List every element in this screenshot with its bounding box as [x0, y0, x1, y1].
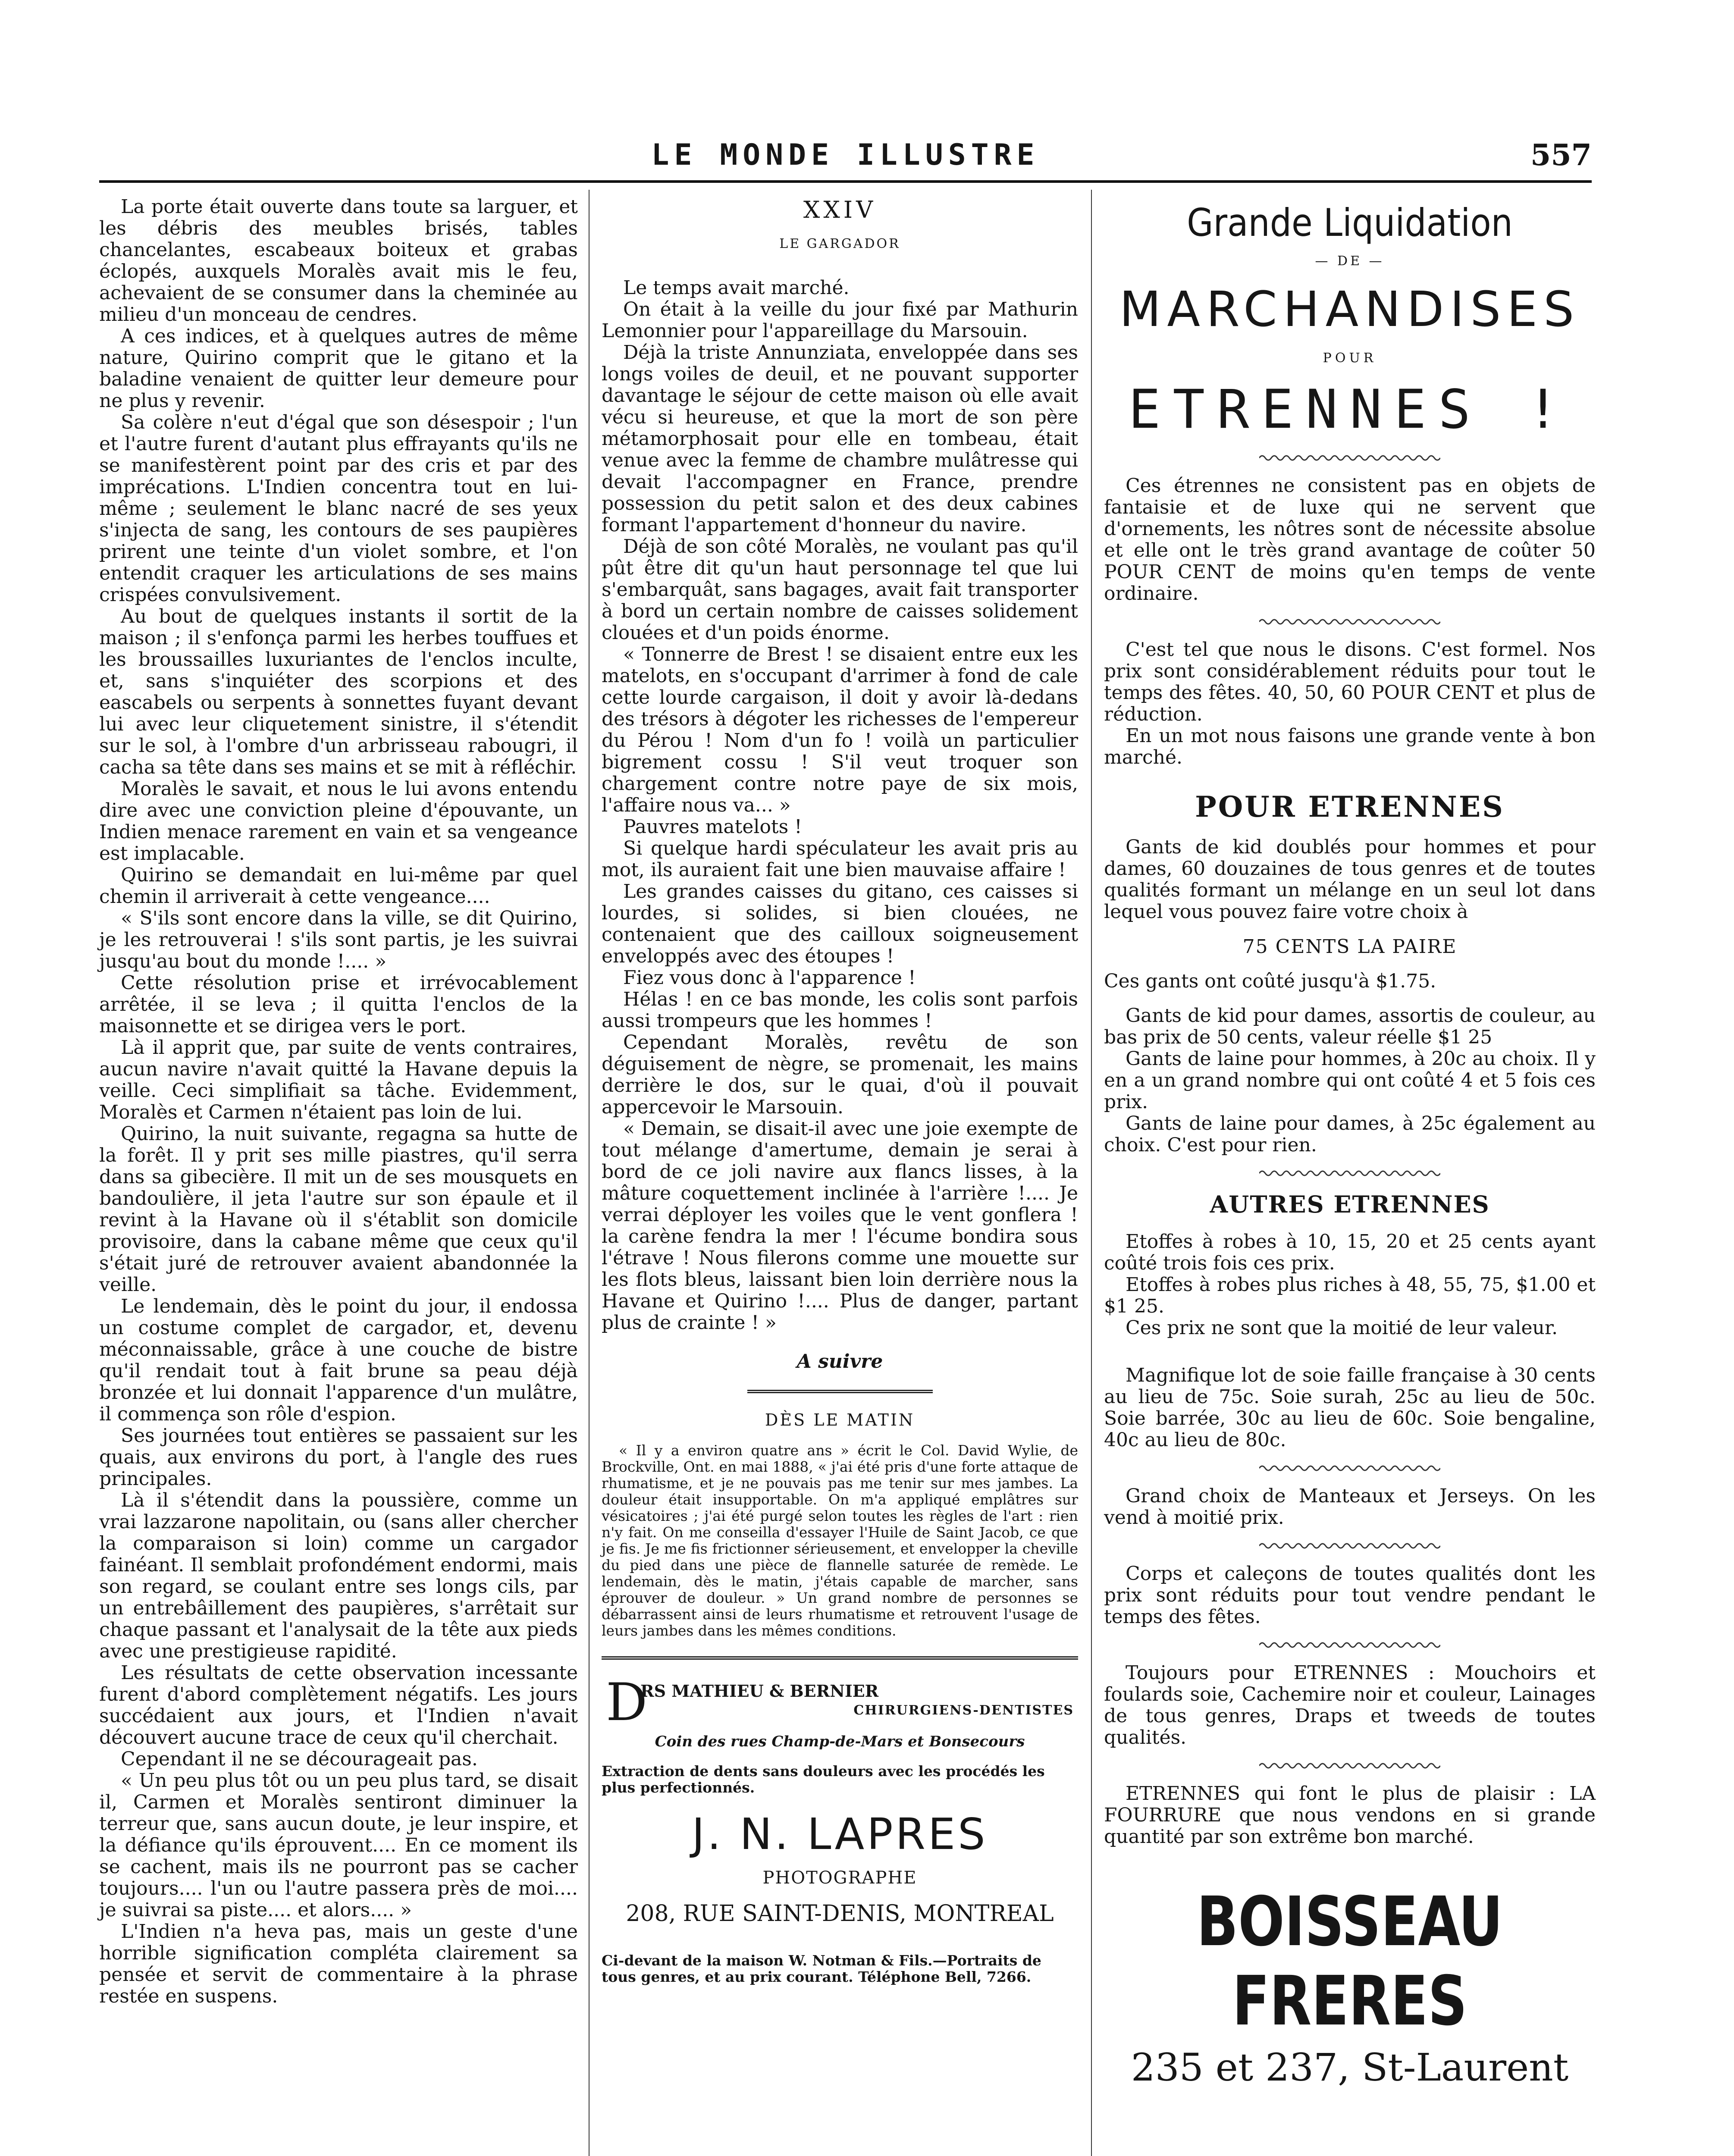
middle-paragraph: Hélas ! en ce bas monde, les colis sont parfois aussi trompeurs que les hommes ! [602, 988, 1078, 1032]
left-paragraph: La porte était ouverte dans toute sa larguer, et les débris des meubles brisés, tables chancelantes, escabeaux boiteux et grabas éclopés, auxquels Moralès avait mis le feu, achevaient de se consumer dans la cheminée au milieu d'un monceau de cendres. [99, 196, 578, 326]
to-be-continued: A suivre [796, 1351, 883, 1373]
wavy-divider [1259, 454, 1440, 462]
fabric-item: Etoffes à robes plus riches à 48, 55, 75, $1.00 et $1 25. [1104, 1274, 1596, 1317]
coats-offer: Grand choix de Manteaux et Jerseys. On les vend à moitié prix. [1104, 1485, 1596, 1529]
middle-paragraph: « Tonnerre de Brest ! se disaient entre eux les matelots, en s'occupant d'arrimer à fond de cale cette lourde cargaison, il doit y avoir là-dedans des trésors à dégoter les richesses de l'empereur du Pérou ! Nom d'un fo ! voilà un particulier bigrement cossu ! S'il veut troquer son chargement contre notre paye de six mois, l'affaire nous va... » [602, 643, 1078, 816]
ad-title-marchandises: MARCHANDISES [1119, 282, 1580, 338]
gloves-item: Ces gants ont coûté jusqu'à $1.75. [1104, 970, 1436, 992]
left-paragraph: « Un peu plus tôt ou un peu plus tard, se disait il, Carmen et Moralès sentiront diminuer la terreur que, sans aucun doute, je leur inspire, et la défiance qu'ils éprouvent.... En ce moment ils se cachent, mais ils ne pourront pas se cacher toujours.... l'un ou l'autre passera près de moi.... je suivrai sa piste.... et alors.... » [99, 1770, 578, 1921]
photographer-address: 208, RUE SAINT-DENIS, MONTREAL [626, 1901, 1054, 1927]
gloves-item: Gants de laine pour hommes, à 20c au choix. Il y en a un grand nombre qui ont coûté 4 et 5 fois ces prix. [1104, 1048, 1596, 1113]
left-paragraph: Cette résolution prise et irrévocablement arrêtée, il se leva ; il quitta l'enclos de la maisonnette et se dirigea vers le port. [99, 972, 578, 1037]
gloves-text: Gants de kid doublés pour hommes et pour dames, 60 douzaines de tous genres et de toutes qualités formant un mélange en un seul lot dans lequel vous pouvez faire votre choix à [1104, 836, 1596, 923]
middle-paragraph: Déjà de son côté Moralès, ne voulant pas qu'il pût être dit qu'un haut personnage tel que lui s'embarquât, sans bagages, avait fait transporter à bord un certain nombre de caisses solidement clouées et d'un poids énorme. [602, 536, 1078, 644]
middle-column [602, 196, 1078, 1985]
corsets-offer: Corps et caleçons de toutes qualités dont les prix sont réduits pour tout vendre pendant le temps des fêtes. [1104, 1563, 1596, 1628]
left-paragraph: Quirino se demandait en lui-même par quel chemin il arriverait à cette vengeance.... [99, 864, 578, 908]
store-address: 235 et 237, St-Laurent [1131, 2045, 1569, 2090]
middle-paragraph: Les grandes caisses du gitano, ces caisses si lourdes, si solides, si bien clouées, ne contenaient que des cailloux soigneusement enveloppés avec des étoupes ! [602, 881, 1078, 967]
fabric-item: Etoffes à robes à 10, 15, 20 et 25 cents ayant coûté trois fois ces prix. [1104, 1231, 1596, 1274]
wavy-divider [1259, 617, 1440, 626]
gloves-item: Gants de laine pour dames, à 25c également au choix. C'est pour rien. [1104, 1112, 1596, 1156]
furs-offer: ETRENNES qui font le plus de plaisir : LA FOURRURE que nous vendons en si grande quantité par son extrême bon marché. [1104, 1783, 1596, 1848]
photographer-profession: PHOTOGRAPHE [762, 1868, 917, 1888]
wavy-divider [1259, 1641, 1440, 1649]
left-paragraph: L'Indien n'a heva pas, mais un geste d'une horrible signification compléta clairement sa pensée et servit de commentaire à la phrase restée en suspens. [99, 1921, 578, 2007]
ad-de: — DE — [1315, 254, 1385, 269]
ad-intro: Ces étrennes ne consistent pas en objets de fantaisie et de luxe qui ne servent que d'ornements, les nôtres sont de nécessite absolue et elle ont le très grand avantage de coûter 50 POUR CENT de moins qu'en temps de vente ordinaire. [1104, 475, 1596, 605]
photographer-note: Ci-devant de la maison W. Notman & Fils.—Portraits de tous genres, et au prix courant. Téléphone Bell, 7266. [602, 1952, 1041, 1985]
middle-paragraph: Si quelque hardi spéculateur les avait pris au mot, ils auraient fait une bien mauvaise affaire ! [602, 837, 1078, 881]
left-paragraph: Là il s'étendit dans la poussière, comme un vrai lazzarone napolitain, ou (sans aller chercher la comparaison si loin) comme un cargador fainéant. Il semblait profondément endormi, mais son regard, se coulant entre ses longs cils, par un entrebâillement des paupières, s'arrêtait sur chaque passant et l'analysait de la tête aux pieds avec une prestigieuse rapidité. [99, 1489, 578, 1662]
left-column [99, 196, 578, 2007]
wavy-divider [1259, 1761, 1440, 1770]
wavy-divider [1259, 1169, 1440, 1178]
testimonial-text: « Il y a environ quatre ans » écrit le Col. David Wylie, de Brockville, Ont. en mai 1888, « j'ai été pris d'une forte attaque de rhumatisme, et je ne pouvais pas me tenir sur mes jambes. La douleur était insupportable. On m'a appliqué emplâtres sur vésicatoires ; j'ai été purgé selon toutes les règles de l'art : rien n'y fait. On me conseilla d'essayer l'Huile de Saint Jacob, ce que je fis. Je me fis frictionner sérieusement, et envelopper la cheville du pied dans une pièce de flannelle saturée de remède. Le lendemain, dès le matin, j'étais capable de marcher, sans éprouver de douleur. » Un grand nombre de personnes se débarrassent ainsi de leurs rhumatisme et retrouvent l'usage de leurs jambes dans les mêmes conditions. [602, 1442, 1078, 1639]
left-paragraph: Au bout de quelques instants il sortit de la maison ; il s'enfonça parmi les herbes touffues et les broussailles luxuriantes de l'enclos inculte, et, sans s'inquiéter des scorpions et des eascabels ou serpents à sonnettes fuyant devant lui avec leur cliquetement sinistre, il s'étendit sur le sol, à l'ombre d'un arbrisseau rabougri, il cacha sa tête dans ses mains et se mit à réfléchir. [99, 605, 578, 778]
masthead [99, 129, 1592, 181]
handkerchiefs-offer: Toujours pour ETRENNES : Mouchoirs et foulards soie, Cachemire noir et couleur, Lainages de tous genres, Draps et tweeds de toutes qualités. [1104, 1662, 1596, 1749]
dentists-note: Extraction de dents sans douleurs avec les procédés les plus perfectionnés. [602, 1763, 1045, 1796]
ad-reduction: En un mot nous faisons une grande vente à bon marché. [1104, 725, 1596, 768]
left-paragraph: Le lendemain, dès le point du jour, il endossa un costume complet de cargador, et, devenu méconnaissable, grâce à une couche de bistre qu'il rendait tout à fait brune sa peau déjà bronzée et lui donnait l'apparence d'un mulâtre, il commença son rôle d'espion. [99, 1295, 578, 1425]
photographer-name: J. N. LAPRES [692, 1809, 988, 1859]
right-column [1104, 196, 1596, 2090]
dentists-initial: D [606, 1673, 648, 1733]
middle-paragraph: « Demain, se disait-il avec une joie exempte de tout mélange d'amertume, demain je serai à bord de ce joli navire aux flancs lisses, à la mâture coquettement inclinée à l'arrière !.... Je verrai déployer les voiles que le vent gonflera ! la carène fendra la mer ! l'écume bondira sous l'étrave ! Nous filerons comme une mouette sur les flots bleus, laissant bien loin derrière nous la Havane et Quirino !.... Plus de danger, partant plus de crainte ! » [602, 1118, 1078, 1334]
ad-pour: POUR [1323, 351, 1377, 366]
ad-title-etrennes: ETRENNES ! [1128, 379, 1571, 441]
middle-paragraph: On était à la veille du jour fixé par Mathurin Lemonnier pour l'appareillage du Marsouin. [602, 298, 1078, 342]
page-number: 557 [1530, 138, 1592, 172]
masthead-rule [99, 180, 1592, 183]
left-paragraph: Cependant il ne se décourageait pas. [121, 1748, 478, 1770]
middle-paragraph: Fiez vous donc à l'apparence ! [623, 967, 916, 989]
testimonial-end-rule [602, 1656, 1078, 1660]
ad-title-liquidation: Grande Liquidation [1187, 201, 1513, 245]
middle-paragraph: Pauvres matelots ! [623, 816, 802, 838]
store-name: BOISSEAU FRERES [1196, 1882, 1503, 2041]
dentists-address: Coin des rues Champ-de-Mars et Bonsecours [655, 1733, 1025, 1750]
middle-paragraph: Cependant Moralès, revêtu de son déguisement de nègre, se promenait, les mains derrière le dos, sur le quai, d'où il pouvait appercevoir le Marsouin. [602, 1031, 1078, 1118]
ad-reduction: C'est tel que nous le disons. C'est formel. Nos prix sont considérablement réduits pour tout le temps des fêtes. 40, 50, 60 POUR CENT et plus de réduction. [1104, 639, 1596, 725]
testimonial-title: DÈS LE MATIN [765, 1410, 915, 1429]
newspaper-title: LE MONDE ILLUSTRE [651, 138, 1040, 172]
wavy-divider [1259, 1464, 1440, 1473]
left-paragraph: Quirino, la nuit suivante, regagna sa hutte de la forêt. Il y prit ses mille piastres, qu'il serra dans sa gibecière. Il mit un de ses mousquets en bandoulière, il jeta l'autre sur son épaule et il revint à la Havane où il s'établit son domicile provisoire, dans la cabane même que ceux qu'il s'était juré de retrouver avaient abandonnée la veille. [99, 1123, 578, 1296]
wavy-divider [1259, 1542, 1440, 1550]
left-paragraph: A ces indices, et à quelques autres de même nature, Quirino comprit que le gitano et la baladine venaient de quitter leur demeure pour ne plus y revenir. [99, 325, 578, 412]
left-paragraph: Ses journées tout entières se passaient sur les quais, aux environs du port, à l'angle des rues principales. [99, 1425, 578, 1490]
story-end-rule [747, 1390, 933, 1393]
gloves-price: 75 CENTS LA PAIRE [1242, 936, 1457, 958]
left-paragraph: Moralès le savait, et nous le lui avons entendu dire avec une conviction pleine d'épouvante, un Indien menace rarement en vain et sa vengeance est implacable. [99, 778, 578, 865]
column-divider-2 [1091, 190, 1092, 2156]
dentists-name: RS MATHIEU & BERNIER [640, 1681, 879, 1701]
silk-offer: Magnifique lot de soie faille française à 30 cents au lieu de 75c. Soie surah, 25c au lieu de 50c. Soie barrée, 30c au lieu de 60c. Soie bengaline, 40c au lieu de 80c. [1104, 1364, 1596, 1451]
fabric-item: Ces prix ne sont que la moitié de leur valeur. [1126, 1317, 1558, 1339]
dentists-ad-header [602, 1673, 1078, 1733]
middle-paragraph: Le temps avait marché. [623, 277, 850, 299]
left-paragraph: Là il apprit que, par suite de vents contraires, aucun navire n'avait quitté la Havane depuis la veille. Ceci simplifiait sa tâche. Evidemment, Moralès et Carmen n'étaient pas loin de lui. [99, 1037, 578, 1123]
chapter-title: LE GARGADOR [779, 236, 900, 251]
left-paragraph: Les résultats de cette observation incessante furent d'abord complètement négatifs. Les jours succédaient aux jours, et l'Indien n'avait découvert aucune trace de ceux qu'il cherchait. [99, 1662, 578, 1749]
left-paragraph: Sa colère n'eut d'égal que son désespoir ; l'un et l'autre furent d'autant plus effrayants qu'ils ne se manifestèrent point par des cris et par des imprécations. L'Indien concentra tout en lui-même ; seulement le blanc nacré de ses yeux s'injecta de sang, les contours de ses paupières prirent une teinte d'un violet sombre, et l'on entendit craquer les articulations de ses mains crispées convulsivement. [99, 411, 578, 606]
left-paragraph: « S'ils sont encore dans la ville, se dit Quirino, je les retrouverai ! s'ils sont partis, je les suivrai jusqu'au bout du monde !.... » [99, 907, 578, 972]
middle-paragraph: Déjà la triste Annunziata, enveloppée dans ses longs voiles de deuil, et ne pouvant supporter davantage le séjour de cette maison où elle avait vécu si heureuse, et que la mort de son père métamorphosait pour elle en tombeau, était venue avec la femme de chambre mulâtresse qui devait l'accompagner en France, prendre possession du petit salon et des deux cabines formant l'appartement d'honneur du navire. [602, 342, 1078, 536]
section-autres-etrennes-title: AUTRES ETRENNES [1210, 1191, 1490, 1218]
dentists-profession: CHIRURGIENS-DENTISTES [853, 1703, 1074, 1718]
chapter-number: XXIV [803, 196, 877, 223]
gloves-item: Gants de kid pour dames, assortis de couleur, au bas prix de 50 cents, valeur réelle $1 25 [1104, 1005, 1596, 1048]
section-pour-etrennes-title: POUR ETRENNES [1195, 790, 1505, 824]
